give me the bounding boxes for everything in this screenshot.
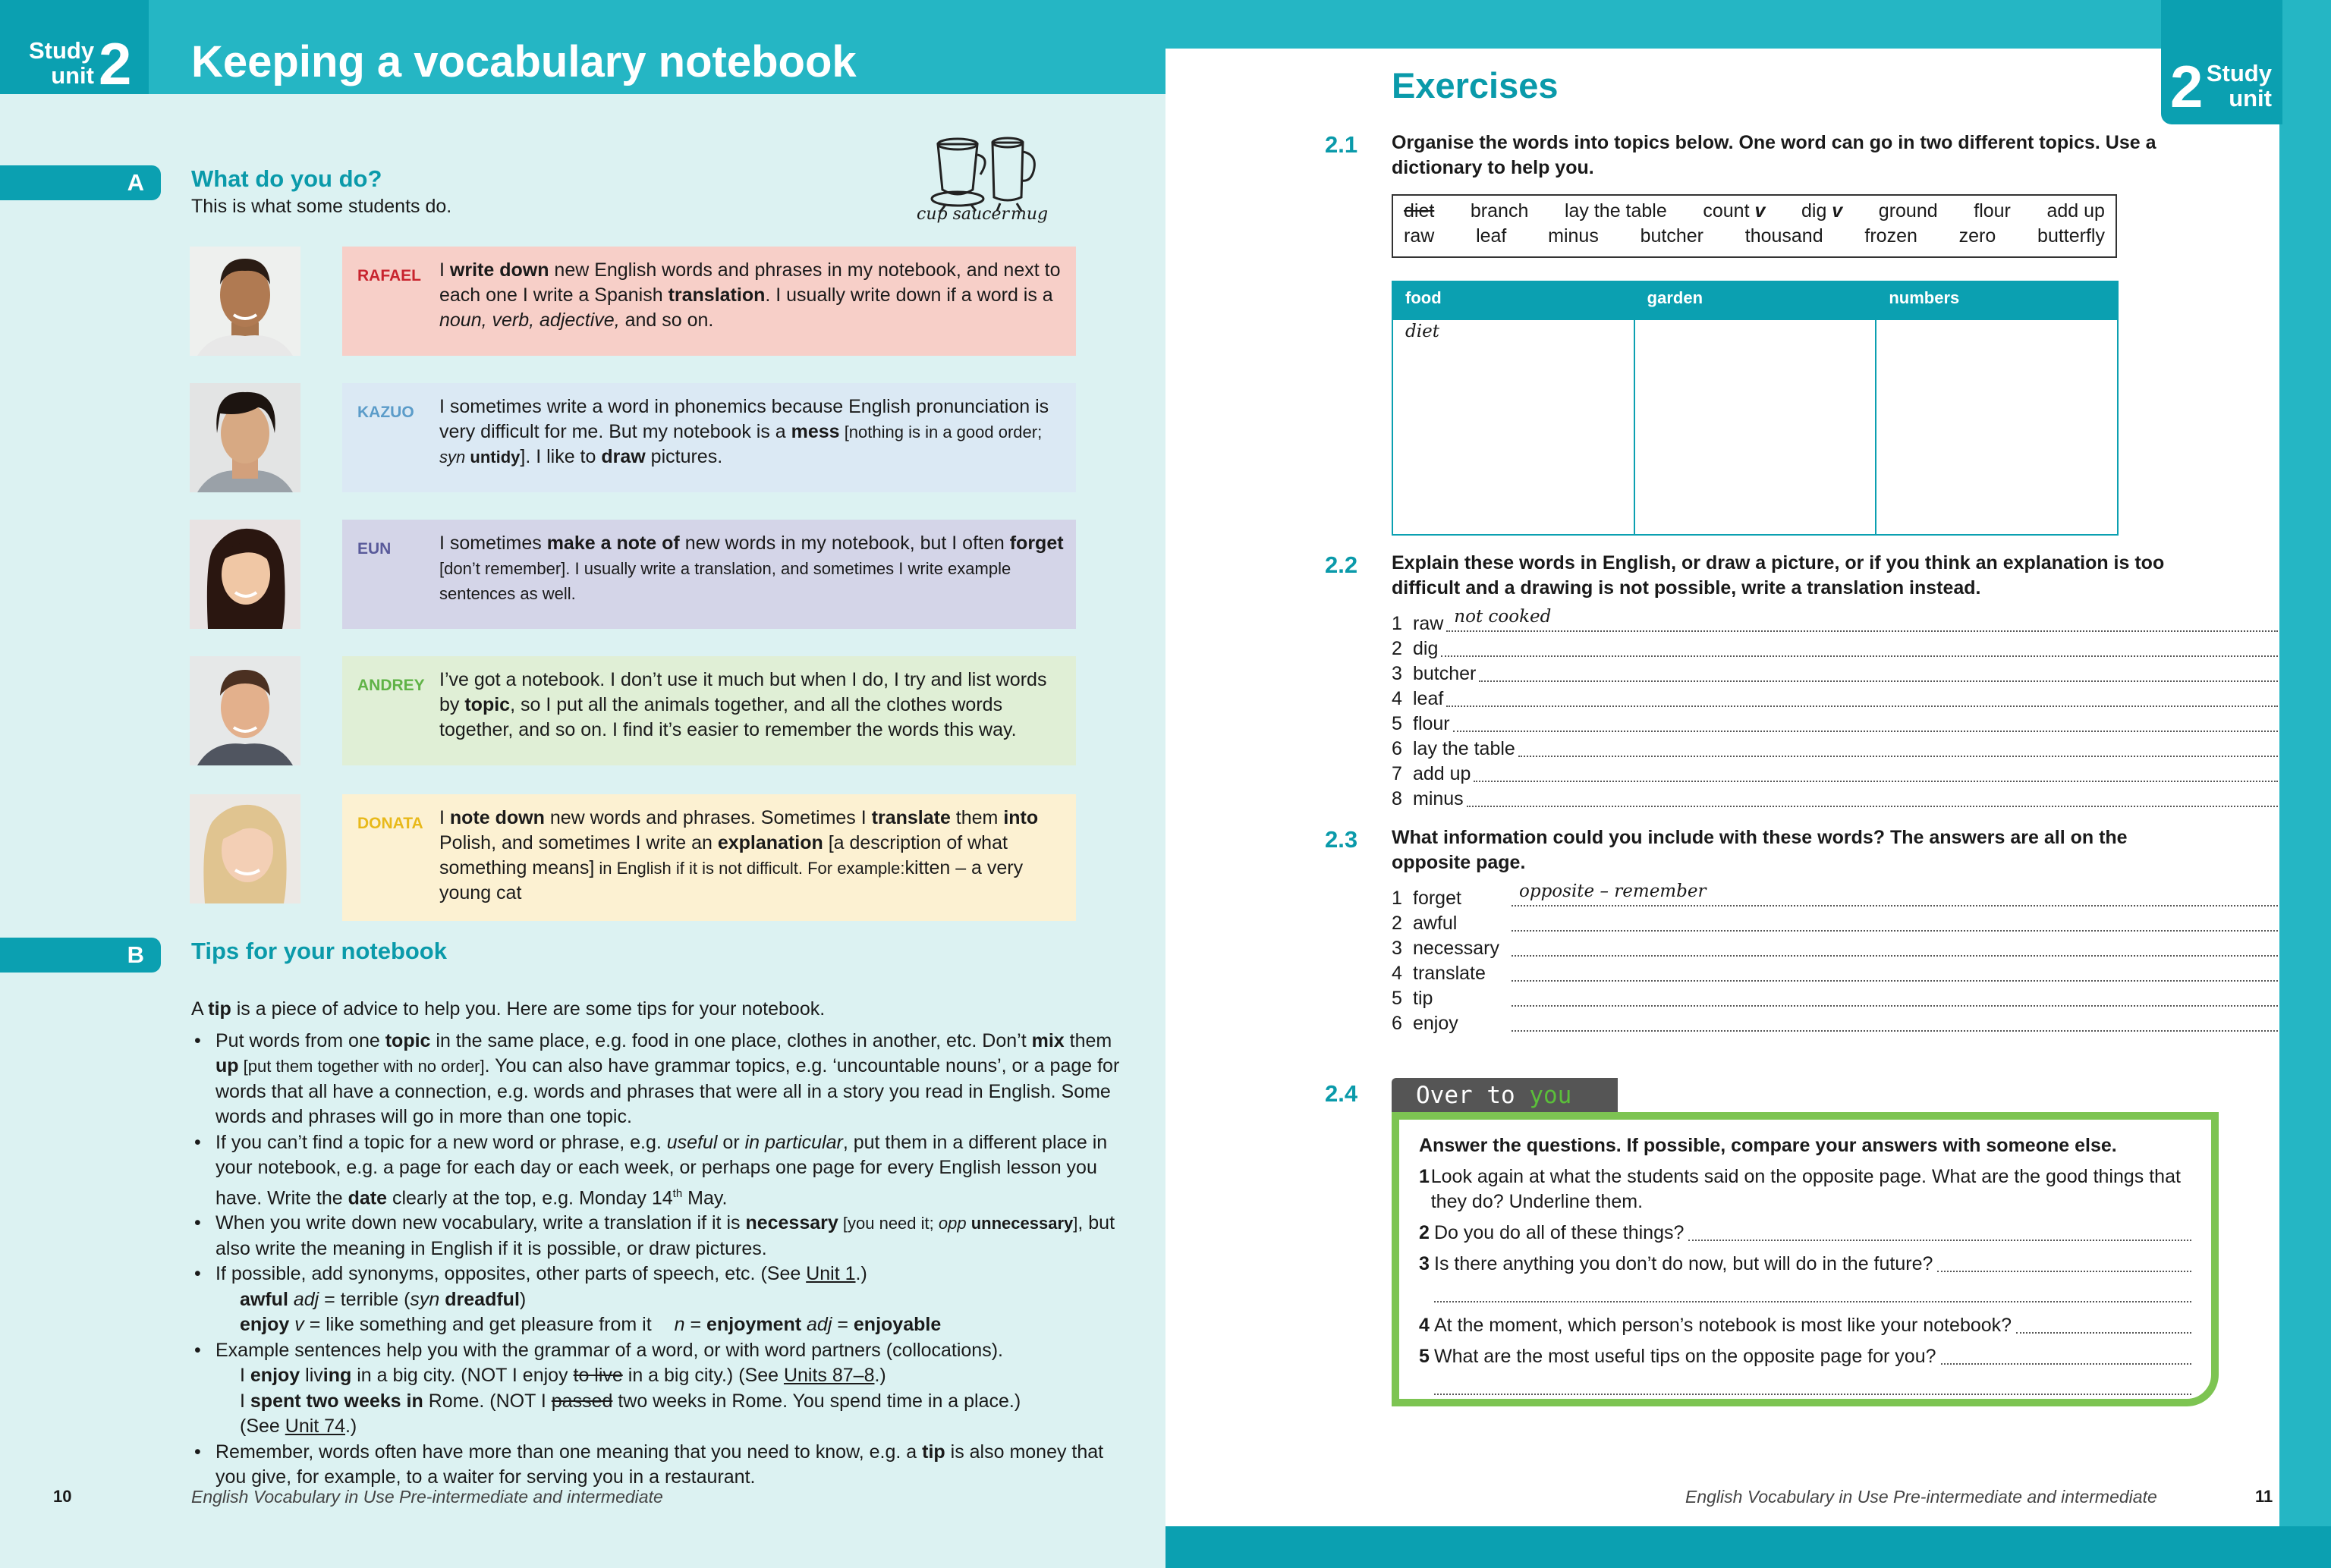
kazuo-speech-bubble: KAZUO I sometimes write a word in phonemics because English pronunciation is very difficult for me. But my notebook is a mess [nothing is in a good order; syn untidy]. I like to draw pictures.: [342, 383, 1076, 492]
answer-row[interactable]: 5 tip: [1392, 986, 2278, 1011]
andrey-speech-bubble: ANDREY I’ve got a notebook. I don’t use it much but when I do, I try and list words by topic, so I put all the animals together, and all the clothes words together, and so on. I find it’s easier to remember the words this way.: [342, 656, 1076, 765]
eun-name: EUN: [357, 540, 392, 558]
answer-row[interactable]: 4 leaf: [1392, 687, 2278, 712]
eun-speech-bubble: EUN I sometimes make a note of new words in my notebook, but I often forget [don’t remember]. I usually write a translation, and sometimes I write example sentences as well.: [342, 520, 1076, 629]
tip-item: • Remember, words often have more than one meaning that you need to know, e.g. a tip is also money that you give, for example, to a waiter for serving you in a restaurant.: [191, 1440, 1132, 1491]
tip-item: • If you can’t find a topic for a new word or phrase, e.g. useful or in particular, put them in a different place in your notebook, e.g. a page for each day or each week, or perhaps one page for every English lesson you have. Write the date clearly at the top, e.g. Monday 14th May.: [191, 1130, 1132, 1211]
top-bar: [1166, 0, 2331, 49]
donata-photo: [190, 794, 300, 903]
exercises-title: Exercises: [1392, 65, 1559, 105]
unit-1-link[interactable]: Unit 1: [806, 1263, 856, 1285]
tip-item: • Put words from one topic in the same place, e.g. food in one place, clothes in another, etc. Don’t mix them up [put them together with no order]. You can also have grammar topics, e.g. ‘uncountable nouns’, or a page for words that all have a connection, e.g. words and phrases that were all in a story you read in English. Some words and phrases will go in more than one topic.: [191, 1029, 1132, 1130]
exercise-2-3-list: [1392, 881, 2278, 1036]
food-example: diet: [1405, 322, 1439, 341]
unit-74-link[interactable]: Unit 74: [285, 1416, 345, 1438]
exercise-2-2-number: 2.2: [1325, 551, 1358, 578]
exercise-2-3-number: 2.3: [1325, 826, 1358, 853]
numbers-column[interactable]: numbers: [1876, 282, 2117, 534]
topic-sort-table: [1392, 281, 2119, 536]
exercise-2-2-list: [1392, 607, 2278, 812]
book-title-left: English Vocabulary in Use Pre-intermediate and intermediate: [191, 1487, 663, 1507]
section-a-subtitle: This is what some students do.: [191, 196, 452, 217]
answer-row[interactable]: 3 necessary: [1392, 936, 2278, 961]
unit-number: 2: [99, 30, 132, 97]
word-row-1: diet branch lay the table count v dig v ground flour add up: [1404, 200, 2105, 222]
unit-label: Study unit: [29, 37, 95, 89]
over-to-you-tab: Over to you: [1392, 1078, 1618, 1114]
answer-row[interactable]: 4 translate: [1392, 961, 2278, 986]
eun-photo: [190, 520, 300, 629]
answer-row[interactable]: 8 minus: [1392, 787, 2278, 812]
answer-line[interactable]: [1434, 1287, 2191, 1302]
over-to-you-instruction: Answer the questions. If possible, compare your answers with someone else.: [1419, 1135, 2117, 1156]
question-5[interactable]: 5 What are the most useful tips on the opposite page for you?: [1419, 1344, 2191, 1369]
bottom-bar: [1166, 1526, 2331, 1568]
question-4[interactable]: 4 At the moment, which person’s notebook is most like your notebook?: [1419, 1313, 2191, 1338]
donata-name: DONATA: [357, 815, 423, 832]
exercise-2-2-instruction: Explain these words in English, or draw a picture, or if you think an explanation is too difficult and a drawing is not possible, write a translation instead.: [1392, 552, 2165, 599]
food-column[interactable]: food diet: [1393, 282, 1635, 534]
page-title: Keeping a vocabulary notebook: [191, 37, 857, 86]
answer-row[interactable]: 1 raw not cooked: [1392, 611, 2278, 636]
unit-number-right: 2: [2170, 53, 2204, 120]
exercise-2-1-instruction: Organise the words into topics below. One word can go in two different topics. Use a dictionary to help you.: [1392, 132, 2156, 178]
page-number-left: 10: [53, 1487, 72, 1506]
section-a-heading: What do you do?: [191, 165, 382, 192]
tip-item: • When you write down new vocabulary, write a translation if it is necessary [you need it; opp unnecessary], but also write the meaning in English if it is possible, or draw pictures.: [191, 1211, 1132, 1262]
andrey-photo: [190, 656, 300, 765]
tip-item: • If possible, add synonyms, opposites, other parts of speech, etc. (See Unit 1.) awful adj = terrible (syn dreadful) enjoy v = like something and get pleasure from it n = enjoyment adj = enjoyable: [191, 1262, 1132, 1338]
word-box: [1392, 194, 2117, 258]
rafael-photo: [190, 247, 300, 356]
cup-and-mug-illustration: [927, 129, 1041, 212]
answer-row[interactable]: 1 forget opposite – remember: [1392, 886, 2278, 911]
answer-row[interactable]: 5 flour: [1392, 712, 2278, 737]
question-2[interactable]: 2 Do you do all of these things?: [1419, 1221, 2191, 1246]
word-row-2: raw leaf minus butcher thousand frozen zero butterfly: [1404, 225, 2105, 247]
andrey-name: ANDREY: [357, 677, 425, 694]
side-bar: [2279, 0, 2331, 1568]
answer-line[interactable]: [1434, 1380, 2191, 1395]
answer-row[interactable]: 2 dig: [1392, 636, 2278, 661]
section-b-tag: B: [0, 938, 161, 973]
exercise-2-4-number: 2.4: [1325, 1080, 1358, 1107]
rafael-name: RAFAEL: [357, 267, 421, 284]
cup-saucer-caption: cup saucer: [917, 205, 1009, 224]
tip-item: • Example sentences help you with the grammar of a word, or with word partners (collocations). I enjoy living in a big city. (NOT I enjoy to live in a big city.) (See Units 87–8.) I spent two weeks in Rome. (NOT I passed two weeks in Rome. You spend time in a place.) (See Unit 74.): [191, 1338, 1132, 1440]
unit-label-right: Study unit: [2206, 60, 2272, 112]
section-b-heading: Tips for your notebook: [191, 938, 447, 964]
over-to-you-box: [1392, 1112, 2219, 1406]
tips-intro: A tip is a piece of advice to help you. Here are some tips for your notebook.: [191, 998, 826, 1020]
answer-row[interactable]: 6 lay the table: [1392, 737, 2278, 762]
question-1: 1 Look again at what the students said on the opposite page. What are the good things that they do? Underline them.: [1419, 1166, 2181, 1212]
book-title-right: English Vocabulary in Use Pre-intermediate and intermediate: [1685, 1487, 2157, 1507]
exercise-2-1-number: 2.1: [1325, 131, 1358, 158]
kazuo-photo: [190, 383, 300, 492]
question-3[interactable]: 3 Is there anything you don’t do now, but will do in the future?: [1419, 1252, 2191, 1277]
exercise-2-3-instruction: What information could you include with these words? The answers are all on the opposite page.: [1392, 827, 2128, 873]
right-page: [1166, 0, 2331, 1568]
answer-row[interactable]: 7 add up: [1392, 762, 2278, 787]
section-a-tag: A: [0, 165, 161, 200]
units-87-8-link[interactable]: Units 87–8: [783, 1365, 875, 1387]
answer-row[interactable]: 3 butcher: [1392, 661, 2278, 687]
tips-list: [191, 997, 1132, 1491]
rafael-speech-bubble: RAFAEL I write down new English words and phrases in my notebook, and next to each one I write a Spanish translation. I usually write down if a word is a noun, verb, adjective, and so on.: [342, 247, 1076, 356]
answer-row[interactable]: 2 awful: [1392, 911, 2278, 936]
mug-caption: mug: [1011, 205, 1049, 224]
donata-speech-bubble: DONATA I note down new words and phrases. Sometimes I translate them into Polish, and sometimes I write an explanation [a description of what something means] in English if it is not difficult. For example:kitten – a very young cat: [342, 794, 1076, 921]
answer-row[interactable]: 6 enjoy: [1392, 1011, 2278, 1036]
kazuo-name: KAZUO: [357, 404, 414, 421]
page-number-right: 11: [2255, 1487, 2273, 1506]
garden-column[interactable]: garden: [1635, 282, 1877, 534]
